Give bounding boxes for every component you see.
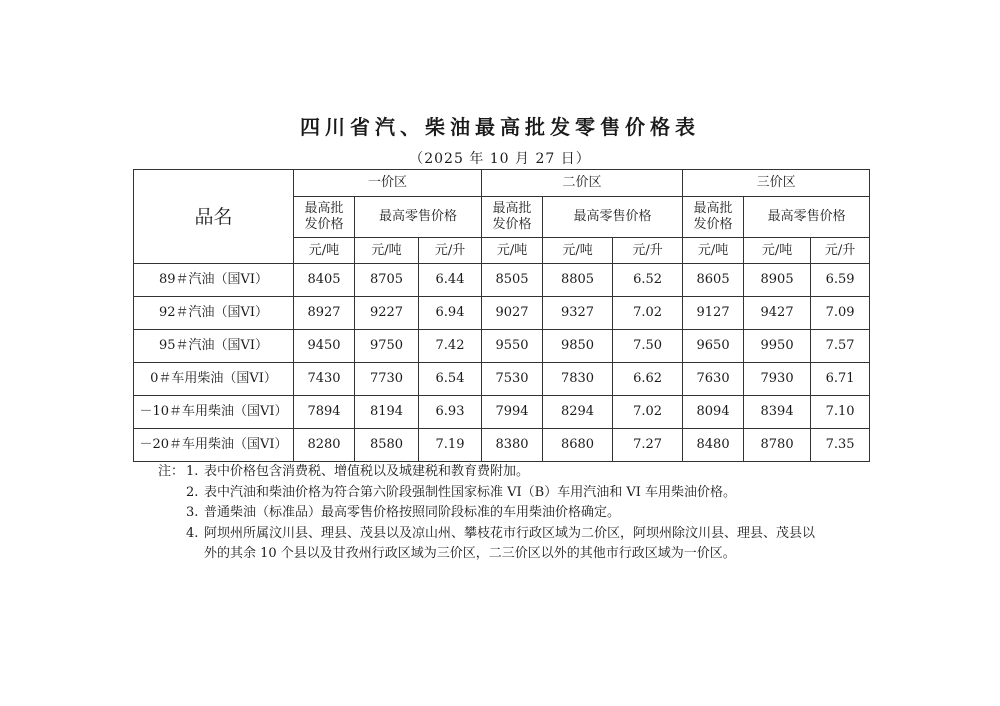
product-name-cell: 95＃汽油（国VI） (134, 330, 294, 363)
price-cell: 6.54 (419, 363, 482, 396)
note-text: 表中汽油和柴油价格为符合第六阶段强制性国家标准 VI（B）车用汽油和 VI 车用柴油价格。 (204, 484, 736, 500)
price-cell: 9027 (482, 297, 543, 330)
price-cell: 7894 (294, 396, 355, 429)
wholesale-header: 最高批 发价格 (294, 197, 355, 238)
unit-liter: 元/升 (613, 238, 683, 264)
product-name-cell: 89＃汽油（国VI） (134, 264, 294, 297)
document-title: 四川省汽、柴油最高批发零售价格表 (300, 115, 700, 139)
price-cell: 9850 (543, 330, 613, 363)
price-cell: 9550 (482, 330, 543, 363)
price-cell: 7430 (294, 363, 355, 396)
note-item (158, 524, 878, 545)
price-cell: 8480 (683, 429, 744, 462)
price-cell: 9750 (355, 330, 419, 363)
price-cell: 8805 (543, 264, 613, 297)
price-cell: 8405 (294, 264, 355, 297)
product-name-cell: －20＃车用柴油（国VI） (134, 429, 294, 462)
price-cell: 8094 (683, 396, 744, 429)
price-cell: 7.09 (811, 297, 870, 330)
price-cell: 8505 (482, 264, 543, 297)
product-name-cell: －10＃车用柴油（国VI） (134, 396, 294, 429)
note-item (158, 462, 878, 483)
notes-prefix: 注： (158, 464, 185, 479)
price-cell: 8680 (543, 429, 613, 462)
table-row (134, 330, 870, 363)
price-cell: 7730 (355, 363, 419, 396)
price-cell: 7.02 (613, 297, 683, 330)
price-cell: 9950 (744, 330, 811, 363)
note-text: 表中价格包含消费税、增值税以及城建税和教育费附加。 (204, 464, 530, 479)
price-cell: 6.71 (811, 363, 870, 396)
price-cell: 9127 (683, 297, 744, 330)
notes-section (158, 462, 878, 565)
note-item (158, 503, 878, 524)
unit-liter: 元/升 (419, 238, 482, 264)
note-text: 阿坝州所属汶川县、理县、茂县以及凉山州、攀枝花市行政区域为二价区，阿坝州除汶川县、理县、茂县以 (204, 525, 816, 541)
price-cell: 9650 (683, 330, 744, 363)
table-row (134, 363, 870, 396)
retail-header: 最高零售价格 (355, 197, 482, 238)
price-cell: 7.19 (419, 429, 482, 462)
price-cell: 8780 (744, 429, 811, 462)
price-cell: 7994 (482, 396, 543, 429)
note-item (158, 483, 878, 504)
price-cell: 8905 (744, 264, 811, 297)
product-name-cell: 92＃汽油（国VI） (134, 297, 294, 330)
price-cell: 6.94 (419, 297, 482, 330)
note-number: 1. (186, 464, 199, 479)
price-cell: 7530 (482, 363, 543, 396)
price-cell: 8605 (683, 264, 744, 297)
price-cell: 7.50 (613, 330, 683, 363)
price-cell: 8927 (294, 297, 355, 330)
unit-liter: 元/升 (811, 238, 870, 264)
price-cell: 8280 (294, 429, 355, 462)
price-cell: 7.27 (613, 429, 683, 462)
price-cell: 8580 (355, 429, 419, 462)
price-cell: 6.62 (613, 363, 683, 396)
price-cell: 8705 (355, 264, 419, 297)
price-table (133, 169, 870, 462)
table-row (134, 264, 870, 297)
price-cell: 6.59 (811, 264, 870, 297)
price-cell: 6.93 (419, 396, 482, 429)
wholesale-header: 最高批 发价格 (482, 197, 543, 238)
note-continuation: 外的其余 10 个县以及甘孜州行政区域为三价区，二三价区以外的其他市行政区域为一价区。 (204, 546, 736, 561)
retail-header: 最高零售价格 (543, 197, 683, 238)
unit-ton: 元/吨 (355, 238, 419, 264)
price-cell: 7.10 (811, 396, 870, 429)
price-cell: 7930 (744, 363, 811, 396)
retail-header: 最高零售价格 (744, 197, 870, 238)
price-cell: 8394 (744, 396, 811, 429)
price-cell: 6.44 (419, 264, 482, 297)
unit-ton: 元/吨 (744, 238, 811, 264)
unit-ton: 元/吨 (294, 238, 355, 264)
zone-header-1: 一价区 (294, 170, 482, 197)
price-cell: 9427 (744, 297, 811, 330)
zone-header-2: 二价区 (482, 170, 683, 197)
note-number: 2. (186, 484, 199, 500)
table-row (134, 429, 870, 462)
price-cell: 8294 (543, 396, 613, 429)
unit-ton: 元/吨 (482, 238, 543, 264)
unit-ton: 元/吨 (543, 238, 613, 264)
price-cell: 7.02 (613, 396, 683, 429)
table-row (134, 297, 870, 330)
product-name-header: 品名 (134, 170, 294, 264)
product-name-cell: 0＃车用柴油（国VI） (134, 363, 294, 396)
zone-header-row (134, 170, 870, 197)
price-cell: 8194 (355, 396, 419, 429)
price-cell: 6.52 (613, 264, 683, 297)
price-cell: 9227 (355, 297, 419, 330)
zone-header-3: 三价区 (683, 170, 870, 197)
price-cell: 7.35 (811, 429, 870, 462)
price-table-body (134, 264, 870, 462)
note-text: 普通柴油（标准品）最高零售价格按照同阶段标准的车用柴油价格确定。 (204, 505, 621, 520)
note-number: 4. (186, 525, 199, 541)
note-number: 3. (186, 505, 199, 520)
price-cell: 7.57 (811, 330, 870, 363)
document-date: （2025 年 10 月 27 日） (409, 151, 591, 167)
table-row (134, 396, 870, 429)
price-cell: 9327 (543, 297, 613, 330)
price-cell: 7830 (543, 363, 613, 396)
price-cell: 8380 (482, 429, 543, 462)
wholesale-header: 最高批 发价格 (683, 197, 744, 238)
unit-ton: 元/吨 (683, 238, 744, 264)
price-cell: 7.42 (419, 330, 482, 363)
price-cell: 9450 (294, 330, 355, 363)
price-cell: 7630 (683, 363, 744, 396)
